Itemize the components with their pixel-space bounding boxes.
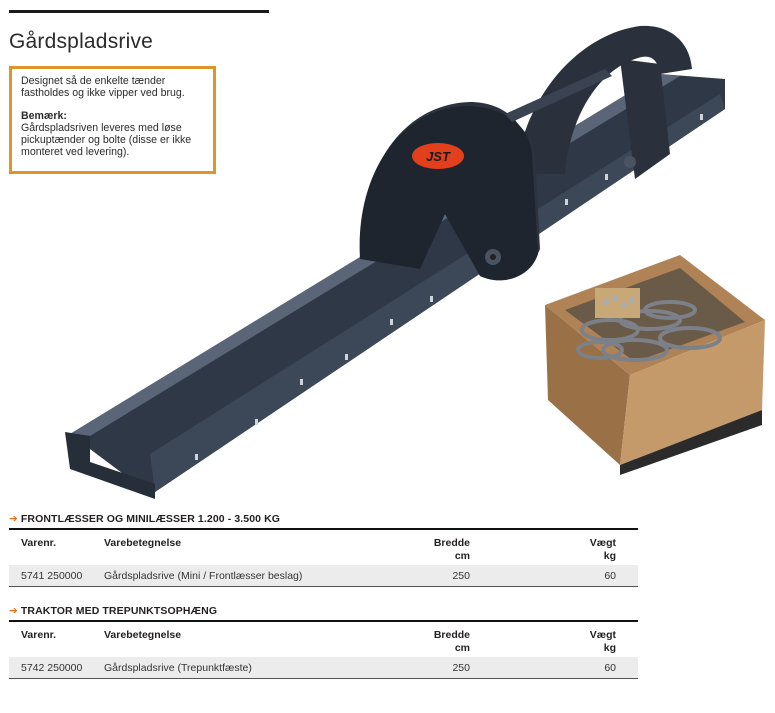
arrow-right-icon: ➔	[9, 513, 18, 525]
cell-desc: Gårdspladsrive (Trepunktfæste)	[104, 662, 252, 674]
note-remark-text: Gårdspladsriven leveres med løse pickuptænder og bolte (disse er ikke monteret ved levering).	[21, 121, 192, 159]
note-text: Designet så de enkelte tænder fastholdes og ikke vipper ved brug.	[21, 75, 185, 100]
col-width: Bredde cm	[433, 629, 470, 654]
product-table-1	[9, 528, 638, 587]
cell-weight: 60	[604, 570, 616, 582]
cell-width: 250	[452, 570, 470, 582]
col-nr: Varenr.	[21, 629, 57, 641]
table-row	[9, 657, 638, 678]
product-table-2	[9, 620, 638, 679]
note-remark-heading: Bemærk:	[21, 109, 67, 122]
section-heading-2	[9, 605, 217, 617]
cell-weight: 60	[604, 662, 616, 674]
table-header	[9, 530, 638, 565]
table-row	[9, 565, 638, 586]
col-weight: Vægt kg	[589, 537, 616, 562]
col-desc: Varebetegnelse	[104, 629, 182, 641]
arrow-right-icon: ➔	[9, 605, 18, 617]
top-rule	[9, 10, 269, 13]
jst-logo-text: JST	[426, 149, 450, 164]
section-heading-text: FRONTLÆSSER OG MINILÆSSER 1.200 - 3.500 KG	[20, 513, 281, 525]
section-heading-1	[9, 513, 280, 525]
cell-width: 250	[452, 662, 470, 674]
col-weight: Vægt kg	[589, 629, 616, 654]
table-header	[9, 622, 638, 657]
col-width: Bredde cm	[433, 537, 470, 562]
cell-nr: 5742 250000	[21, 662, 83, 674]
col-nr: Varenr.	[21, 537, 57, 549]
cell-nr: 5741 250000	[21, 570, 83, 582]
section-heading-text: TRAKTOR MED TREPUNKTSOPHÆNG	[20, 605, 218, 617]
cell-desc: Gårdspladsrive (Mini / Frontlæsser beslag)	[104, 570, 303, 582]
col-desc: Varebetegnelse	[104, 537, 182, 549]
tines-box-image	[540, 250, 768, 475]
page-title: Gårdspladsrive	[9, 30, 154, 53]
